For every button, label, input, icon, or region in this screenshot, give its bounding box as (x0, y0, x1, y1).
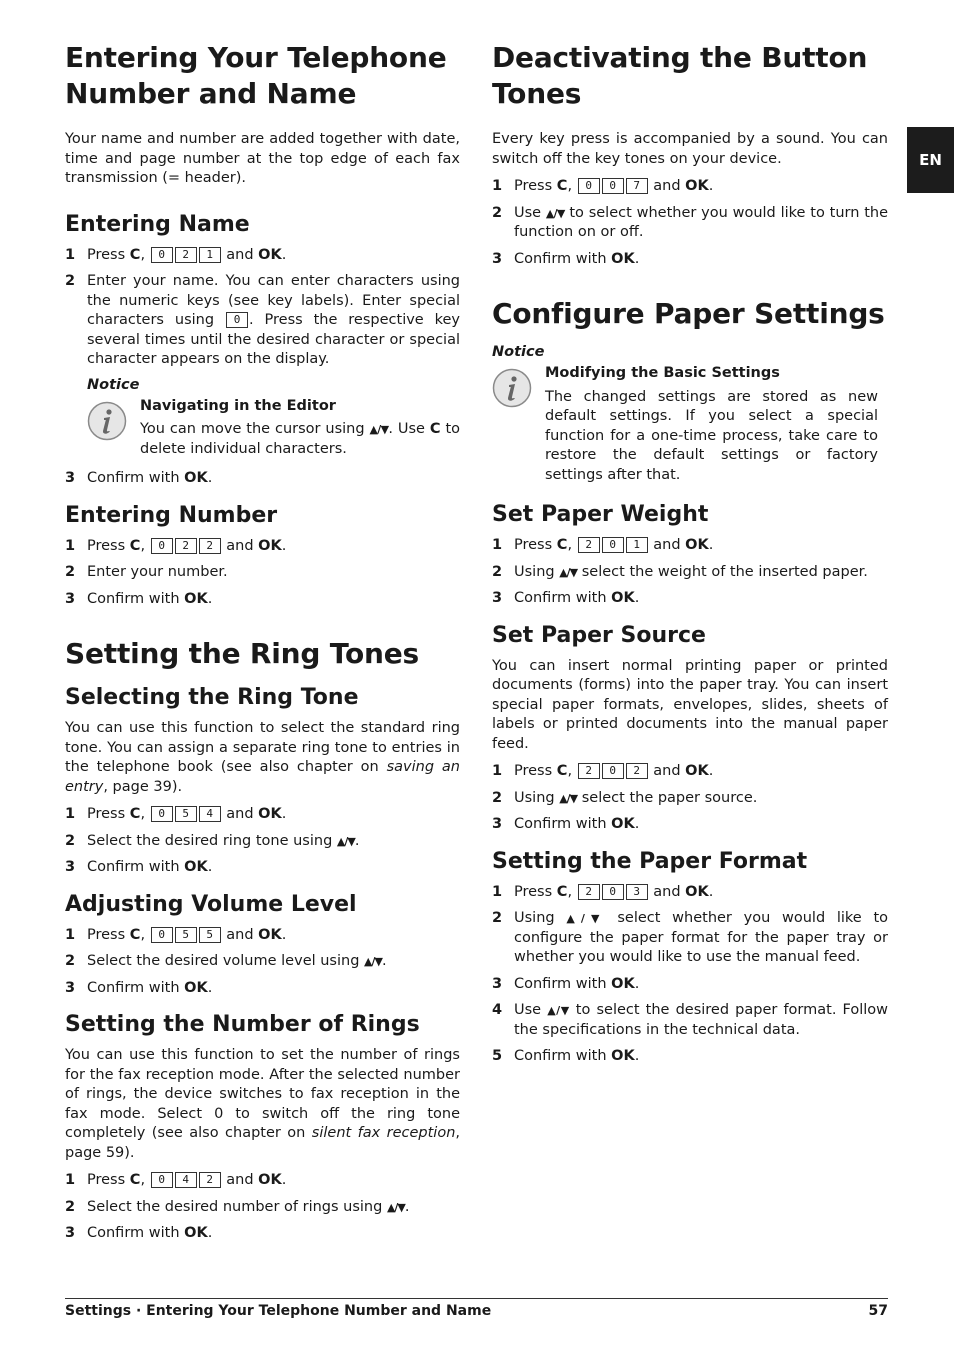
step: 1 Press C, 0 4 2 and OK. (65, 1172, 287, 1188)
step: 1 Press C, 0 5 4 and OK. (65, 806, 287, 822)
key-cap: 2 (175, 247, 197, 263)
key-cap: 5 (175, 806, 197, 822)
key-cap: 2 (578, 884, 600, 900)
key-cap: 0 (151, 927, 173, 943)
step: 1 Press C, 2 0 1 and OK. (492, 537, 714, 553)
key-cap: 0 (226, 312, 248, 328)
notice-text: The changed settings are stored as new default settings. If you select a special function for a one-time process, take care to restore the default settings or factory settings after that. (545, 388, 878, 483)
step: 2 Using ▲/▼ select the weight of the inserted paper. (492, 563, 868, 580)
key-cap: 7 (626, 178, 648, 194)
key-cap: 0 (602, 884, 624, 900)
key-cap: 0 (151, 1172, 173, 1188)
body-text: You can use this function to select the standard ring tone. You can assign a separate ring tone to entries in the telephone book (see also chapter on saving an entry, page 39). (65, 720, 460, 795)
step: 1 Press C, 0 2 2 and OK. (65, 537, 287, 554)
body-text: You can use this function to set the number of rings for the fax reception mode. After the selected number of rings, the device switches to fax reception in the fax mode. Select 0 to switch off the ring tone completely (see also chapter on silent fax reception, page 59). (65, 1047, 461, 1161)
right-column (492, 40, 888, 1074)
up-down-arrow-icon: ▲/▼ (559, 791, 578, 805)
key-cap: 5 (199, 927, 221, 943)
info-icon (492, 368, 532, 408)
step: 2 Select the desired ring tone using ▲/▼. (65, 832, 360, 849)
notice-title: Navigating in the Editor (140, 397, 336, 414)
key-cap: 0 (151, 806, 173, 822)
step: 2 Select the desired volume level using ▲/▼. (65, 953, 387, 969)
up-down-arrow-icon: ▲/▼ (364, 955, 382, 968)
language-tab: EN (907, 127, 954, 193)
up-down-arrow-icon: ▲/▼ (386, 1200, 405, 1214)
left-column (65, 40, 460, 1251)
step: 2 Enter your name. You can enter characters using the numeric keys (see key labels). Enter special characters using 0 . Press the respective key several times until the desired character or special character appears on the display. (65, 273, 461, 367)
notice-title: Modifying the Basic Settings (545, 365, 780, 381)
info-icon (87, 401, 127, 441)
step: 1 Press C, 0 2 1 and OK. (65, 246, 287, 263)
heading-paper-source: Set Paper Source (492, 622, 706, 648)
key-cap: 0 (602, 178, 624, 194)
up-down-arrow-icon: ▲/▼ (545, 206, 565, 220)
body-text: You can insert normal printing paper or printed documents (forms) into the paper tray. You can insert special paper formats, envelopes, slides, sheets of labels or printed documents into the manual paper feed. (492, 657, 888, 752)
step: 2 Select the desired number of rings using ▲/▼. (65, 1198, 410, 1215)
page-number: 57 (868, 1303, 888, 1319)
key-cap: 2 (175, 538, 197, 554)
key-cap: 2 (578, 537, 600, 553)
step: 3 Confirm with OK. (65, 979, 213, 996)
key-cap: 2 (626, 763, 648, 779)
key-cap: 0 (578, 178, 600, 194)
step: 2 Using ▲/▼ select the paper source. (492, 789, 758, 806)
step: 3 Confirm with OK. (65, 1225, 213, 1241)
up-down-arrow-icon: ▲/▼ (369, 423, 389, 436)
step: 3 Confirm with OK. (65, 590, 213, 607)
key-cap: 5 (175, 927, 197, 943)
section-title-ring-tones: Setting the Ring Tones (65, 637, 419, 670)
step: 3 Confirm with OK. (492, 816, 640, 832)
section-title-button-tones: Deactivating the Button Tones (492, 41, 868, 110)
heading-selecting-ring: Selecting the Ring Tone (65, 685, 359, 710)
section-title-paper-settings: Configure Paper Settings (492, 297, 885, 330)
footer-section-title: Settings · Entering Your Telephone Number and Name (65, 1303, 492, 1319)
notice-label: Notice (87, 376, 140, 393)
step: 1 Press C, 2 0 2 and OK. (492, 763, 714, 779)
up-down-arrow-icon: ▲/▼ (336, 834, 355, 848)
notice-box: Navigating in the Editor You can move the cursor using ▲/▼. Use C to delete individual characters. (87, 397, 460, 460)
key-cap: 4 (199, 806, 221, 822)
key-cap: 2 (199, 538, 221, 554)
heading-entering-number: Entering Number (65, 502, 278, 528)
notice-label: Notice (492, 344, 545, 360)
key-cap: 2 (199, 1172, 221, 1188)
intro-text: Your name and number are added together with date, time and page number at the top edge of each fax transmission (= header). (65, 131, 460, 186)
up-down-arrow-icon: ▲/▼ (547, 1004, 570, 1017)
step: 4 Use ▲/▼ to select the desired paper format. Follow the specifications in the technical data. (492, 1002, 889, 1038)
step: 1 Press C, 2 0 3 and OK. (492, 883, 714, 900)
section-title-telephone: Entering Your Telephone Number and Name (65, 41, 447, 110)
up-down-arrow-icon: ▲/▼ (559, 565, 578, 579)
step: 3 Confirm with OK. (65, 470, 213, 486)
key-cap: 0 (602, 537, 624, 553)
heading-paper-format: Setting the Paper Format (492, 848, 808, 874)
heading-paper-weight: Set Paper Weight (492, 502, 709, 527)
body-text: Every key press is accompanied by a sound. You can switch off the key tones on your device. (492, 131, 888, 167)
key-cap: 4 (175, 1172, 197, 1188)
step: 1 Press C, 0 0 7 and OK. (492, 178, 714, 194)
heading-number-of-rings: Setting the Number of Rings (65, 1012, 420, 1037)
key-cap: 3 (626, 884, 648, 900)
key-cap: 2 (578, 763, 600, 779)
step: 2 Using ▲/▼ select whether you would like to configure the paper format for the paper tray or whether you would like to use the manual feed. (492, 910, 889, 965)
key-cap: 1 (199, 247, 221, 263)
key-cap: 0 (602, 763, 624, 779)
footer-divider (65, 1298, 888, 1299)
step: 3 Confirm with OK. (492, 250, 640, 267)
key-cap: 1 (626, 537, 648, 553)
step: 2 Use ▲/▼ to select whether you would like to turn the function on or off. (492, 204, 889, 240)
step: 3 Confirm with OK. (492, 975, 640, 992)
step: 1 Press C, 0 5 5 and OK. (65, 926, 287, 943)
key-cap: 0 (151, 247, 173, 263)
step: 2 Enter your number. (65, 564, 228, 580)
up-down-arrow-icon: ▲/▼ (566, 912, 606, 925)
step: 3 Confirm with OK. (492, 590, 640, 606)
key-cap: 0 (151, 538, 173, 554)
notice-box (492, 364, 888, 485)
step: 3 Confirm with OK. (65, 859, 213, 875)
step: 5 Confirm with OK. (492, 1048, 640, 1064)
heading-entering-name: Entering Name (65, 211, 250, 237)
heading-adjusting-volume: Adjusting Volume Level (65, 891, 357, 917)
